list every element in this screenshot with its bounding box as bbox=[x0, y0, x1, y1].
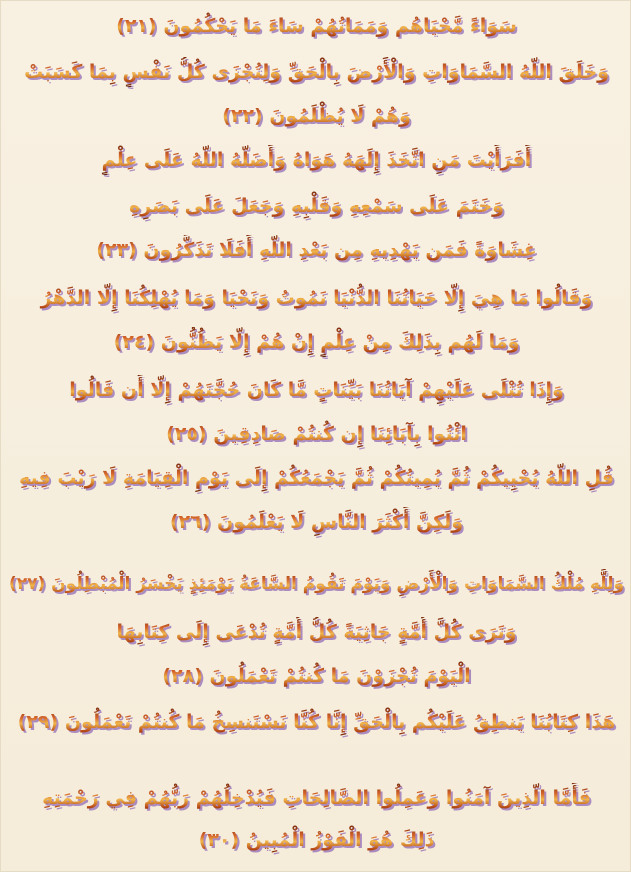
verse-line: وَخَلَقَ اللَّهُ السَّمَاوَاتِ وَالْأَرْضَ بِالْحَقِّ وَلِتُجْزَى كُلُّ نَفْسٍ بِمَا كَسَبَتْ bbox=[1, 57, 631, 87]
verse-line: وَلِلَّهِ مُلْكُ السَّمَاوَاتِ وَالْأَرْضِ وَيَوْمَ تَقُومُ السَّاعَةُ يَوْمَئِذٍ يَخْسَرُ الْمُبْطِلُونَ (٢٧) bbox=[1, 569, 631, 599]
verse-line: أَفَرَأَيْتَ مَنِ اتَّخَذَ إِلَهَهُ هَوَاهُ وَأَضَلَّهُ اللَّهُ عَلَى عِلْمٍ bbox=[1, 145, 631, 175]
verse-line: فَأَمَّا الَّذِينَ آمَنُوا وَعَمِلُوا الصَّالِحَاتِ فَيُدْخِلُهُمْ رَبُّهُمْ فِي رَحْمَتِهِ bbox=[1, 783, 631, 813]
verse-line: وَهُمْ لَا يُظْلَمُونَ (٢٢) bbox=[1, 101, 631, 131]
verse-line: ائْتُوا بِآبَائِنَا إِن كُنتُمْ صَادِقِينَ (٢٥) bbox=[1, 419, 631, 449]
verse-line: وَلَكِنَّ أَكْثَرَ النَّاسِ لَا يَعْلَمُونَ (٢٦) bbox=[1, 507, 631, 537]
verse-line: قُلِ اللَّهُ يُحْيِيكُمْ ثُمَّ يُمِيتُكُمْ ثُمَّ يَجْمَعُكُمْ إِلَى يَوْمِ الْقِيَامَةِ لَا رَيْبَ فِيهِ bbox=[1, 463, 631, 493]
verse-line: هَذَا كِتَابُنَا يَنطِقُ عَلَيْكُم بِالْحَقِّ إِنَّا كُنَّا نَسْتَنسِخُ مَا كُنتُمْ تَعْمَلُونَ (٢٩) bbox=[1, 707, 631, 737]
verse-line: غِشَاوَةً فَمَن يَهْدِيهِ مِن بَعْدِ اللَّهِ أَفَلَا تَذَكَّرُونَ (٢٣) bbox=[1, 235, 631, 265]
verse-line: سَوَاءً مَّحْيَاهُم وَمَمَاتُهُمْ سَاءَ مَا يَحْكُمُونَ (٢١) bbox=[1, 11, 631, 41]
verse-line: وَإِذَا تُتْلَى عَلَيْهِمْ آيَاتُنَا بَيِّنَاتٍ مَّا كَانَ حُجَّتَهُمْ إِلَّا أَن قَالُوا bbox=[1, 375, 631, 405]
verse-line: وَخَتَمَ عَلَى سَمْعِهِ وَقَلْبِهِ وَجَعَلَ عَلَى بَصَرِهِ bbox=[1, 191, 631, 221]
verse-line: وَتَرَى كُلَّ أُمَّةٍ جَاثِيَةً كُلُّ أُمَّةٍ تُدْعَى إِلَى كِتَابِهَا bbox=[1, 617, 631, 647]
verse-line: ذَلِكَ هُوَ الْفَوْزُ الْمُبِينُ (٣٠) bbox=[1, 825, 631, 855]
verse-line: الْيَوْمَ تُجْزَوْنَ مَا كُنتُمْ تَعْمَلُونَ (٢٨) bbox=[1, 661, 631, 691]
verse-line: وَمَا لَهُم بِذَلِكَ مِنْ عِلْمٍ إِنْ هُمْ إِلَّا يَظُنُّونَ (٢٤) bbox=[1, 327, 631, 357]
verse-line: وَقَالُوا مَا هِيَ إِلَّا حَيَاتُنَا الدُّنْيَا نَمُوتُ وَنَحْيَا وَمَا يُهْلِكُنَا إِلَّا الدَّهْرُ bbox=[1, 283, 631, 313]
